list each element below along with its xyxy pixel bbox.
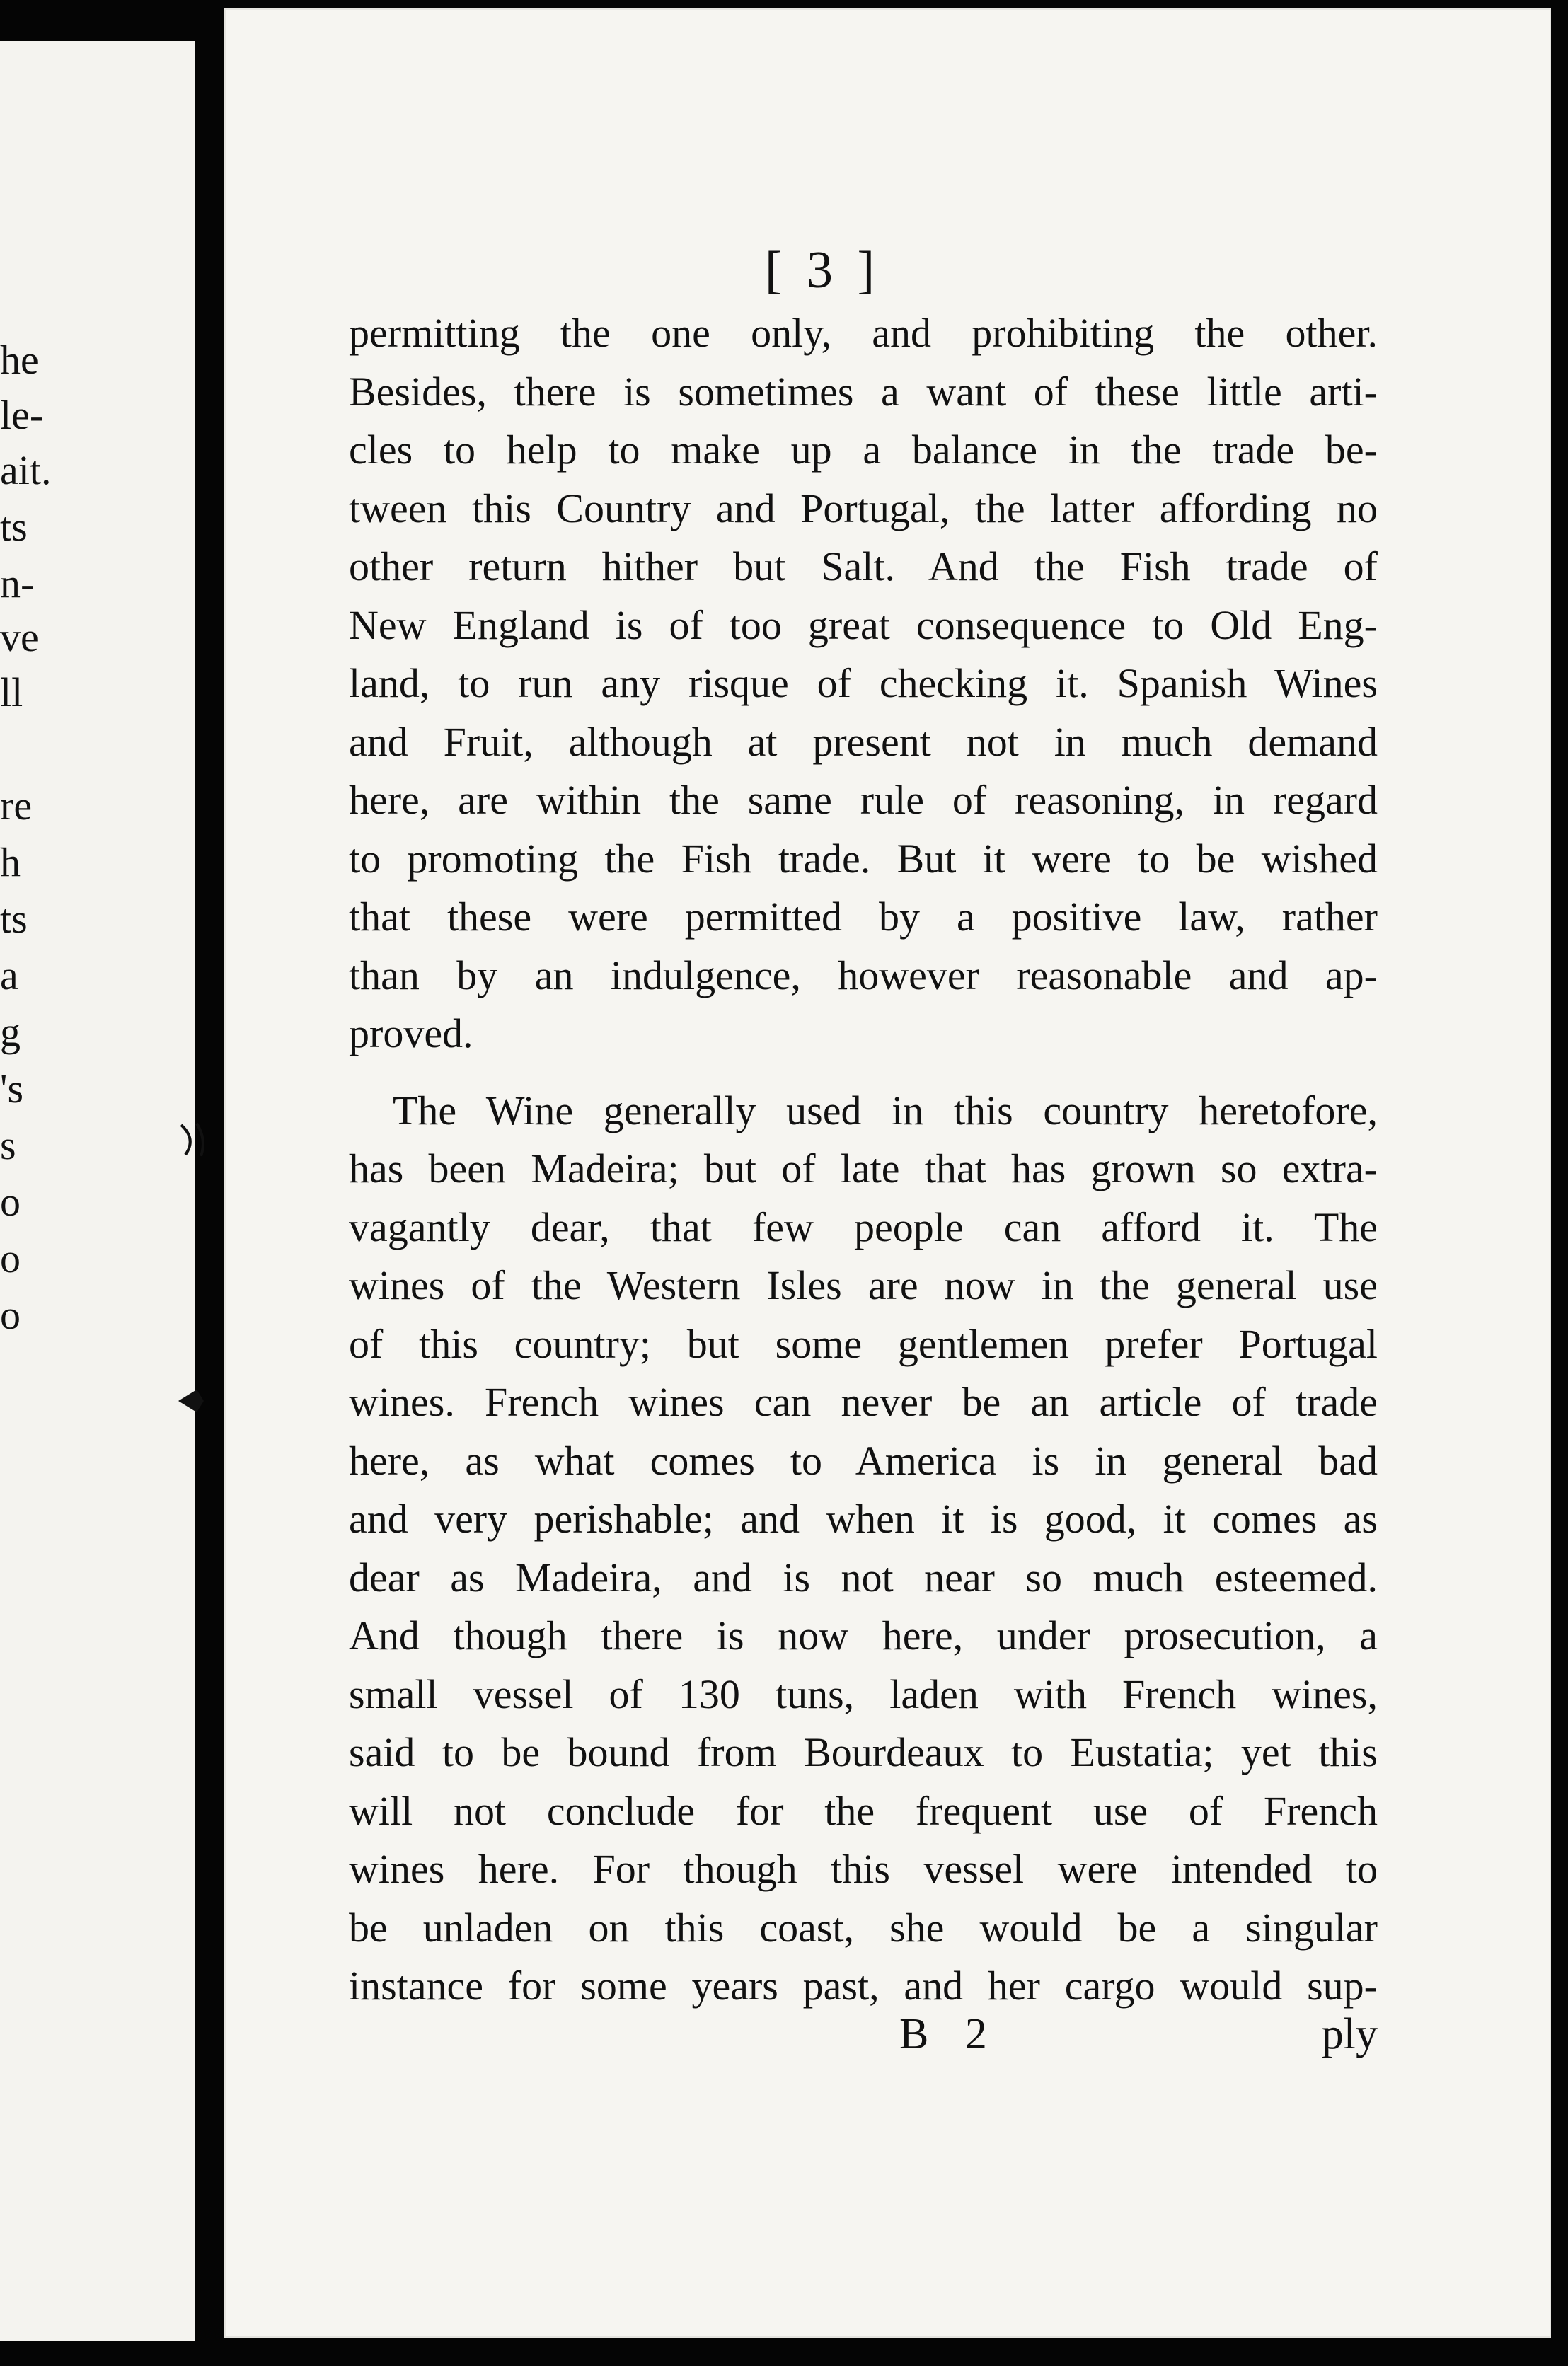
body-text xyxy=(349,304,1378,2016)
facing-page-word: le- xyxy=(0,392,44,438)
text-line: and Fruit, although at present not in much demand xyxy=(349,718,1378,765)
book-gutter xyxy=(195,0,224,2366)
catchword: ply xyxy=(1321,2010,1378,2058)
facing-page-word: h xyxy=(0,839,21,885)
text-line: dear as Madeira, and is not near so much esteemed. xyxy=(349,1554,1378,1600)
facing-page-word: o xyxy=(0,1292,21,1338)
text-line: land, to run any risque of checking it. Spanish Wines xyxy=(349,660,1378,706)
text-line: The Wine generally used in this country heretofore, xyxy=(393,1087,1378,1133)
page-footer xyxy=(349,2009,1378,2073)
text-line: and very perishable; and when it is good, it comes as xyxy=(349,1496,1378,1542)
facing-page-fragment xyxy=(0,41,195,2341)
text-line: And though there is now here, under prosecution, a xyxy=(349,1612,1378,1658)
text-line: wines here. For though this vessel were intended to xyxy=(349,1846,1378,1892)
text-line: tween this Country and Portugal, the latter affording no xyxy=(349,485,1378,531)
binding-thread-mark xyxy=(175,1380,218,1422)
text-line: to promoting the Fish trade. But it were to be wished xyxy=(349,835,1378,882)
text-line: wines. French wines can never be an article of trade xyxy=(349,1379,1378,1425)
text-line: proved. xyxy=(349,1010,473,1056)
facing-page-word: re xyxy=(0,783,33,829)
text-line: will not conclude for the frequent use of French xyxy=(349,1787,1378,1834)
text-line: small vessel of 130 tuns, laden with French wines, xyxy=(349,1670,1378,1717)
facing-page-word: he xyxy=(0,337,39,383)
text-line: said to be bound from Bourdeaux to Eustatia; yet this xyxy=(349,1729,1378,1775)
facing-page-word: a xyxy=(0,952,18,998)
text-line: here, are within the same rule of reasoning, in regard xyxy=(349,777,1378,823)
signature-mark: B 2 xyxy=(899,2010,1000,2058)
text-line: vagantly dear, that few people can afford it. The xyxy=(349,1204,1378,1250)
facing-page-word: n- xyxy=(0,560,35,606)
facing-page-word: ts xyxy=(0,896,28,942)
text-line: other return hither but Salt. And the Fish trade of xyxy=(349,543,1378,589)
text-line: permitting the one only, and prohibiting the other. xyxy=(349,310,1378,356)
text-line: New England is of too great consequence to Old Eng- xyxy=(349,601,1378,648)
text-line: cles to help to make up a balance in the trade be- xyxy=(349,427,1378,473)
text-line: than by an indulgence, however reasonable and ap- xyxy=(349,952,1378,998)
facing-page-word: o xyxy=(0,1179,21,1225)
facing-page-word: ll xyxy=(0,669,23,715)
facing-page-word: g xyxy=(0,1009,21,1055)
text-line: of this country; but some gentlemen prefer Portugal xyxy=(349,1320,1378,1367)
binding-thread-mark xyxy=(175,1118,218,1160)
paragraph xyxy=(349,304,1378,1063)
text-line: here, as what comes to America is in general bad xyxy=(349,1437,1378,1484)
facing-page-word: ts xyxy=(0,504,28,550)
facing-page-word: ve xyxy=(0,614,39,660)
paragraph xyxy=(349,1082,1378,2016)
text-line: wines of the Western Isles are now in the general use xyxy=(349,1262,1378,1308)
facing-page-word: 's xyxy=(0,1066,24,1112)
facing-page-word: ait. xyxy=(0,447,52,493)
text-line: be unladen on this coast, she would be a singular xyxy=(349,1904,1378,1951)
text-line: Besides, there is sometimes a want of these little arti- xyxy=(349,368,1378,415)
facing-page-word: s xyxy=(0,1122,16,1168)
text-line: has been Madeira; but of late that has grown so extra- xyxy=(349,1146,1378,1191)
page-number: [ 3 ] xyxy=(764,241,881,299)
facing-page-word: o xyxy=(0,1235,21,1281)
text-line: that these were permitted by a positive law, rather xyxy=(349,894,1378,940)
text-line: instance for some years past, and her cargo would sup- xyxy=(349,1963,1378,2009)
